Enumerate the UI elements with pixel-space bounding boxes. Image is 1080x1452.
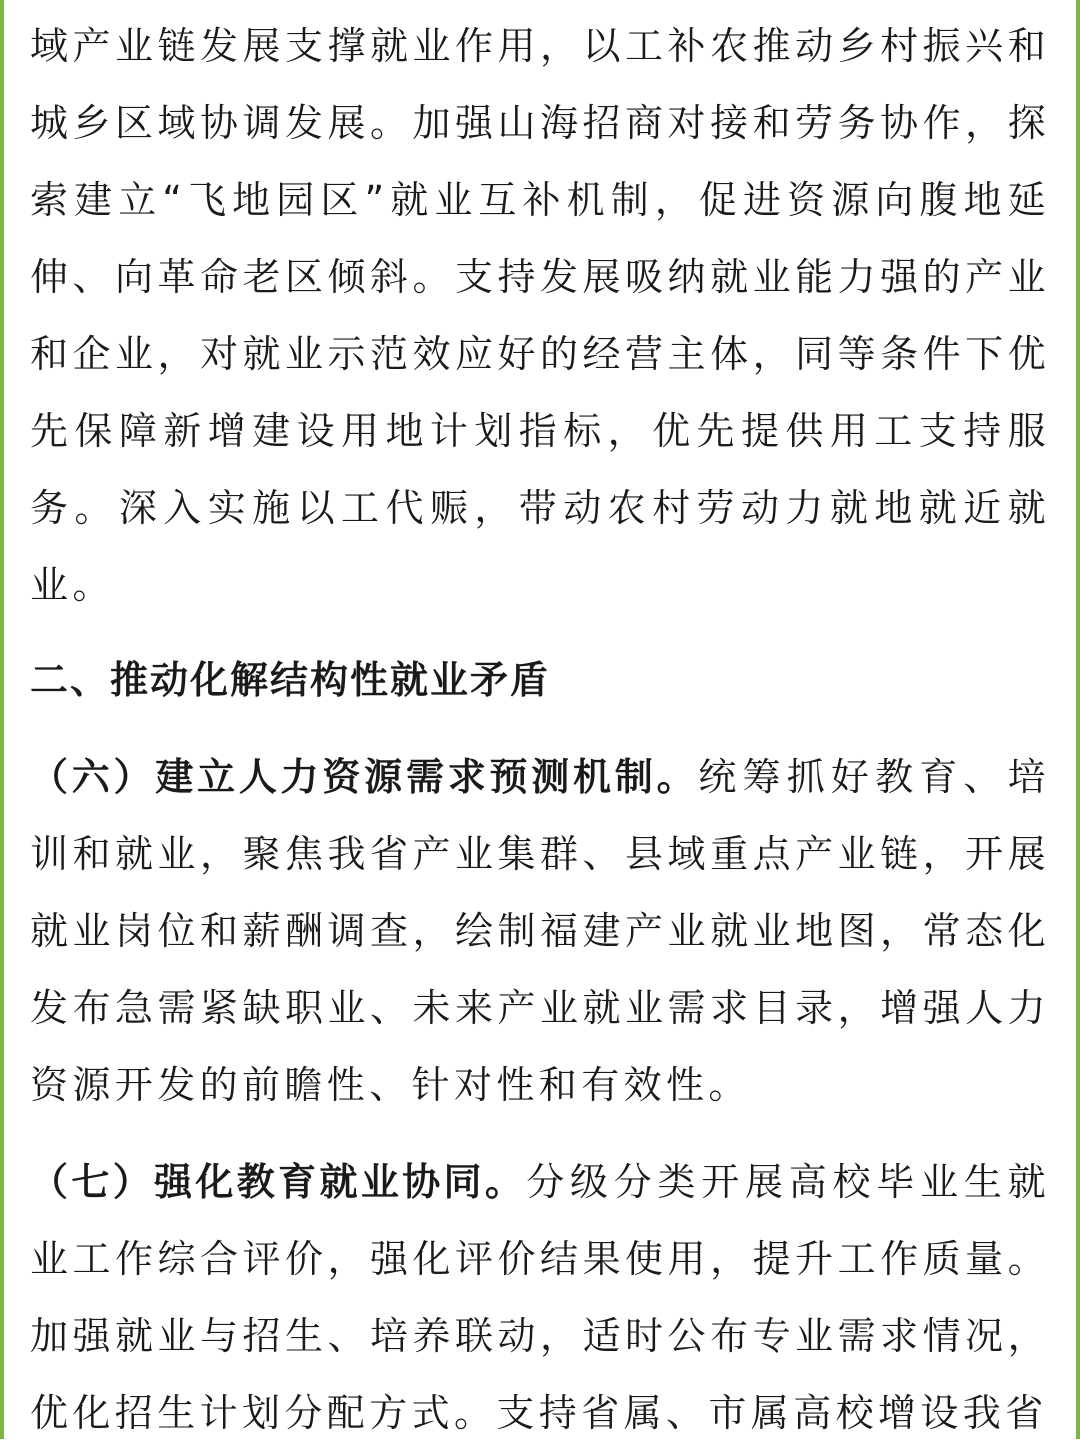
paragraph-text-six: 统筹抓好教育、培训和就业，聚焦我省产业集群、县域重点产业链，开展就业岗位和薪酬调查，绘制福建产业就业地图，常态化发布急需紧缺职业、未来产业就业需求目录，增强人力资源开发的前瞻性、针对性和有效性。 xyxy=(30,755,1050,1107)
document-body xyxy=(30,8,1050,1452)
right-frame-border xyxy=(1076,0,1080,1439)
paragraph-lead-six: （六）建立人力资源需求预测机制。 xyxy=(30,755,699,799)
paragraph-education-coordination xyxy=(30,1144,1050,1452)
paragraph-lead-seven: （七）强化教育就业协同。 xyxy=(30,1160,527,1204)
left-frame-border xyxy=(0,0,4,1439)
paragraph-text-seven: 分级分类开展高校毕业生就业工作综合评价，强化评价结果使用，提升工作质量。加强就业与招生、培养联动，适时公布专业需求情况，优化招生计划分配方式。支持省属、市属高校增设我省 xyxy=(30,1160,1050,1435)
section-heading: 二、推动化解结构性就业矛盾 xyxy=(30,658,551,702)
paragraph-employment-industry: 域产业链发展支撑就业作用，以工补农推动乡村振兴和城乡区域协调发展。加强山海招商对接和劳务协作，探索建立“飞地园区”就业互补机制，促进资源向腹地延伸、向革命老区倾斜。支持发展吸纳就业能力强的产业和企业，对就业示范效应好的经营主体，同等条件下优先保障新增建设用地计划指标，优先提供用工支持服务。深入实施以工代赈，带动农村劳动力就地就近就业。 xyxy=(30,24,1050,607)
paragraph-hr-forecast xyxy=(30,739,1050,1124)
